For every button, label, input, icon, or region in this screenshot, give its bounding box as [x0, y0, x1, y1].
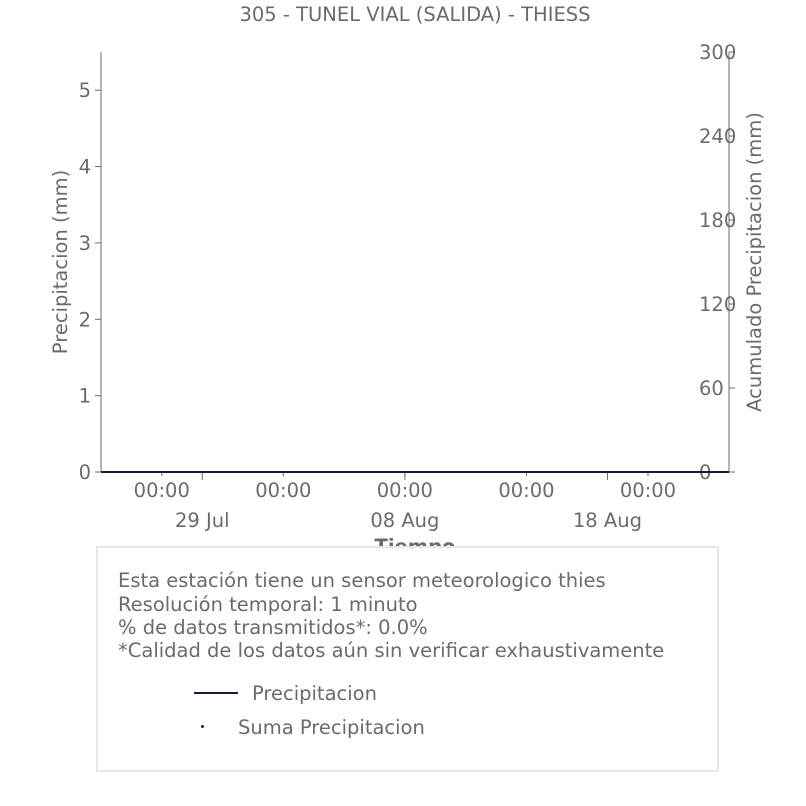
y2-axis-label: Acumulado Precipitacion (mm): [743, 112, 766, 412]
x-major-tick-label: 29 Jul: [175, 509, 230, 532]
chart-title: 305 - TUNEL VIAL (SALIDA) - THIESS: [239, 3, 591, 26]
right-tick-label: 60: [699, 377, 724, 400]
left-tick-label: 3: [78, 231, 91, 255]
left-tick-label: 0: [78, 461, 91, 484]
right-tick-label: 240: [699, 125, 737, 148]
right-tick-label: 300: [699, 41, 737, 64]
legend-label-suma: Suma Precipitacion: [238, 716, 425, 739]
left-tick-label: 5: [78, 79, 91, 103]
x-minor-tick-label: 00:00: [255, 479, 312, 502]
legend-label-precipitacion: Precipitacion: [252, 682, 377, 705]
y-axis-label: Precipitacion (mm): [49, 169, 72, 355]
x-minor-tick-label: 00:00: [376, 479, 433, 502]
left-axis-ticks: [79, 79, 101, 484]
quality-note-line: *Calidad de los datos aún sin verificar exhaustivamente: [118, 639, 665, 662]
x-minor-tick-label: 00:00: [498, 479, 555, 502]
x-minor-tick-label: 00:00: [133, 479, 190, 502]
left-tick-label: 4: [78, 155, 91, 179]
legend-dot-swatch: [201, 725, 204, 728]
legend-line-swatch: [194, 692, 238, 694]
plot-axes: [101, 52, 729, 472]
right-axis-ticks: [699, 41, 736, 484]
left-tick-label: 1: [78, 384, 91, 408]
right-tick-label: 180: [699, 209, 737, 232]
x-major-tick-label: 18 Aug: [572, 509, 642, 532]
x-axis-ticks: [134, 472, 676, 532]
x-minor-tick-label: 00:00: [619, 479, 677, 502]
legend-box: [96, 546, 719, 772]
left-tick-label: 2: [78, 308, 91, 332]
right-tick-label: 120: [699, 293, 737, 316]
station-info-line: Esta estación tiene un sensor meteorologico thies: [118, 569, 606, 592]
right-tick-label: 0: [699, 461, 712, 484]
x-major-tick-label: 08 Aug: [370, 509, 440, 532]
transmitted-info-line: % de datos transmitidos*: 0.0%: [118, 616, 428, 639]
resolution-info-line: Resolución temporal: 1 minuto: [118, 593, 418, 616]
